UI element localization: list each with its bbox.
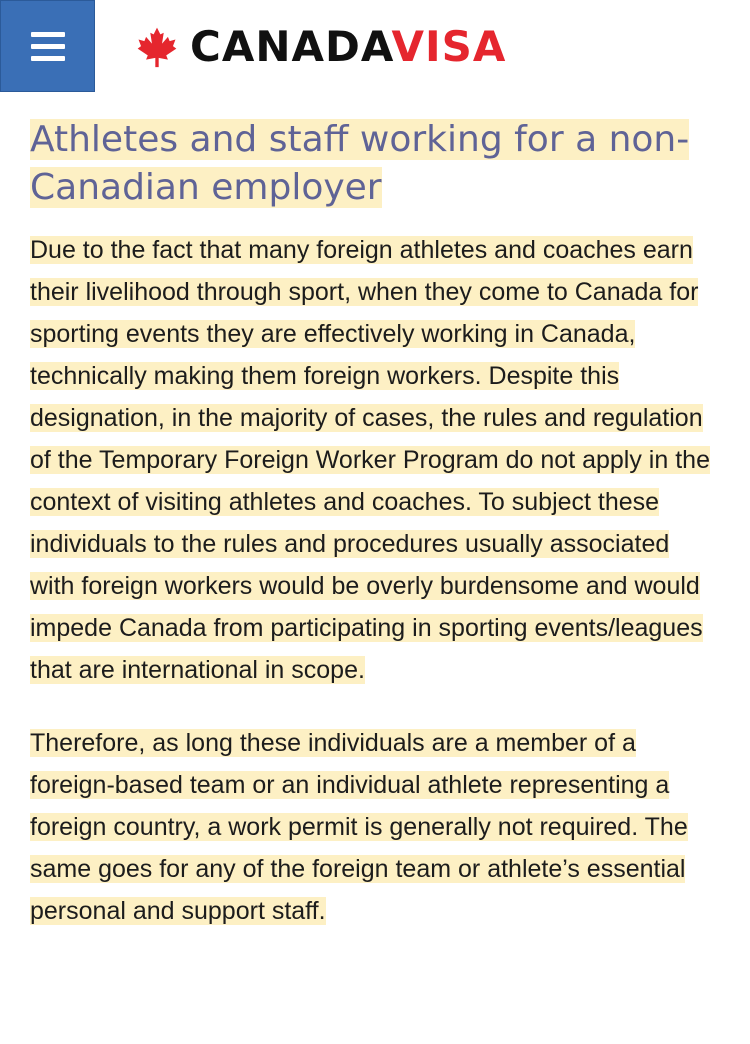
site-header: [0, 0, 750, 94]
article-paragraph: [30, 229, 720, 691]
logo-wordmark: [190, 22, 507, 71]
maple-leaf-icon: [136, 26, 178, 68]
article-title-text: Athletes and staff working for a non-Canadian employer: [30, 119, 690, 208]
article-paragraph-text: Due to the fact that many foreign athletes and coaches earn their livelihood through sport, when they come to Canada for sporting events they are effectively working in Canada, technically making them foreign workers. Despite this designation, in the majority of cases, the rules and regulation of the Temporary Foreign Worker Program do not apply in the context of visiting athletes and coaches. To subject these individuals to the rules and procedures usually associated with foreign workers would be overly burdensome and would impede Canada from participating in sporting events/leagues that are international in scope.: [30, 236, 710, 684]
logo-text-canada: CANADA: [190, 22, 392, 71]
menu-button[interactable]: [0, 0, 95, 92]
article-content: [30, 116, 720, 932]
site-logo[interactable]: [136, 20, 506, 74]
article-title: [30, 116, 720, 212]
article-paragraph: [30, 722, 720, 932]
article-paragraph-text: Therefore, as long these individuals are a member of a foreign-based team or an individual athlete representing a foreign country, a work permit is generally not required. The same goes for any of the foreign team or athlete’s essential personal and support staff.: [30, 729, 688, 925]
logo-text-visa: VISA: [391, 22, 507, 71]
